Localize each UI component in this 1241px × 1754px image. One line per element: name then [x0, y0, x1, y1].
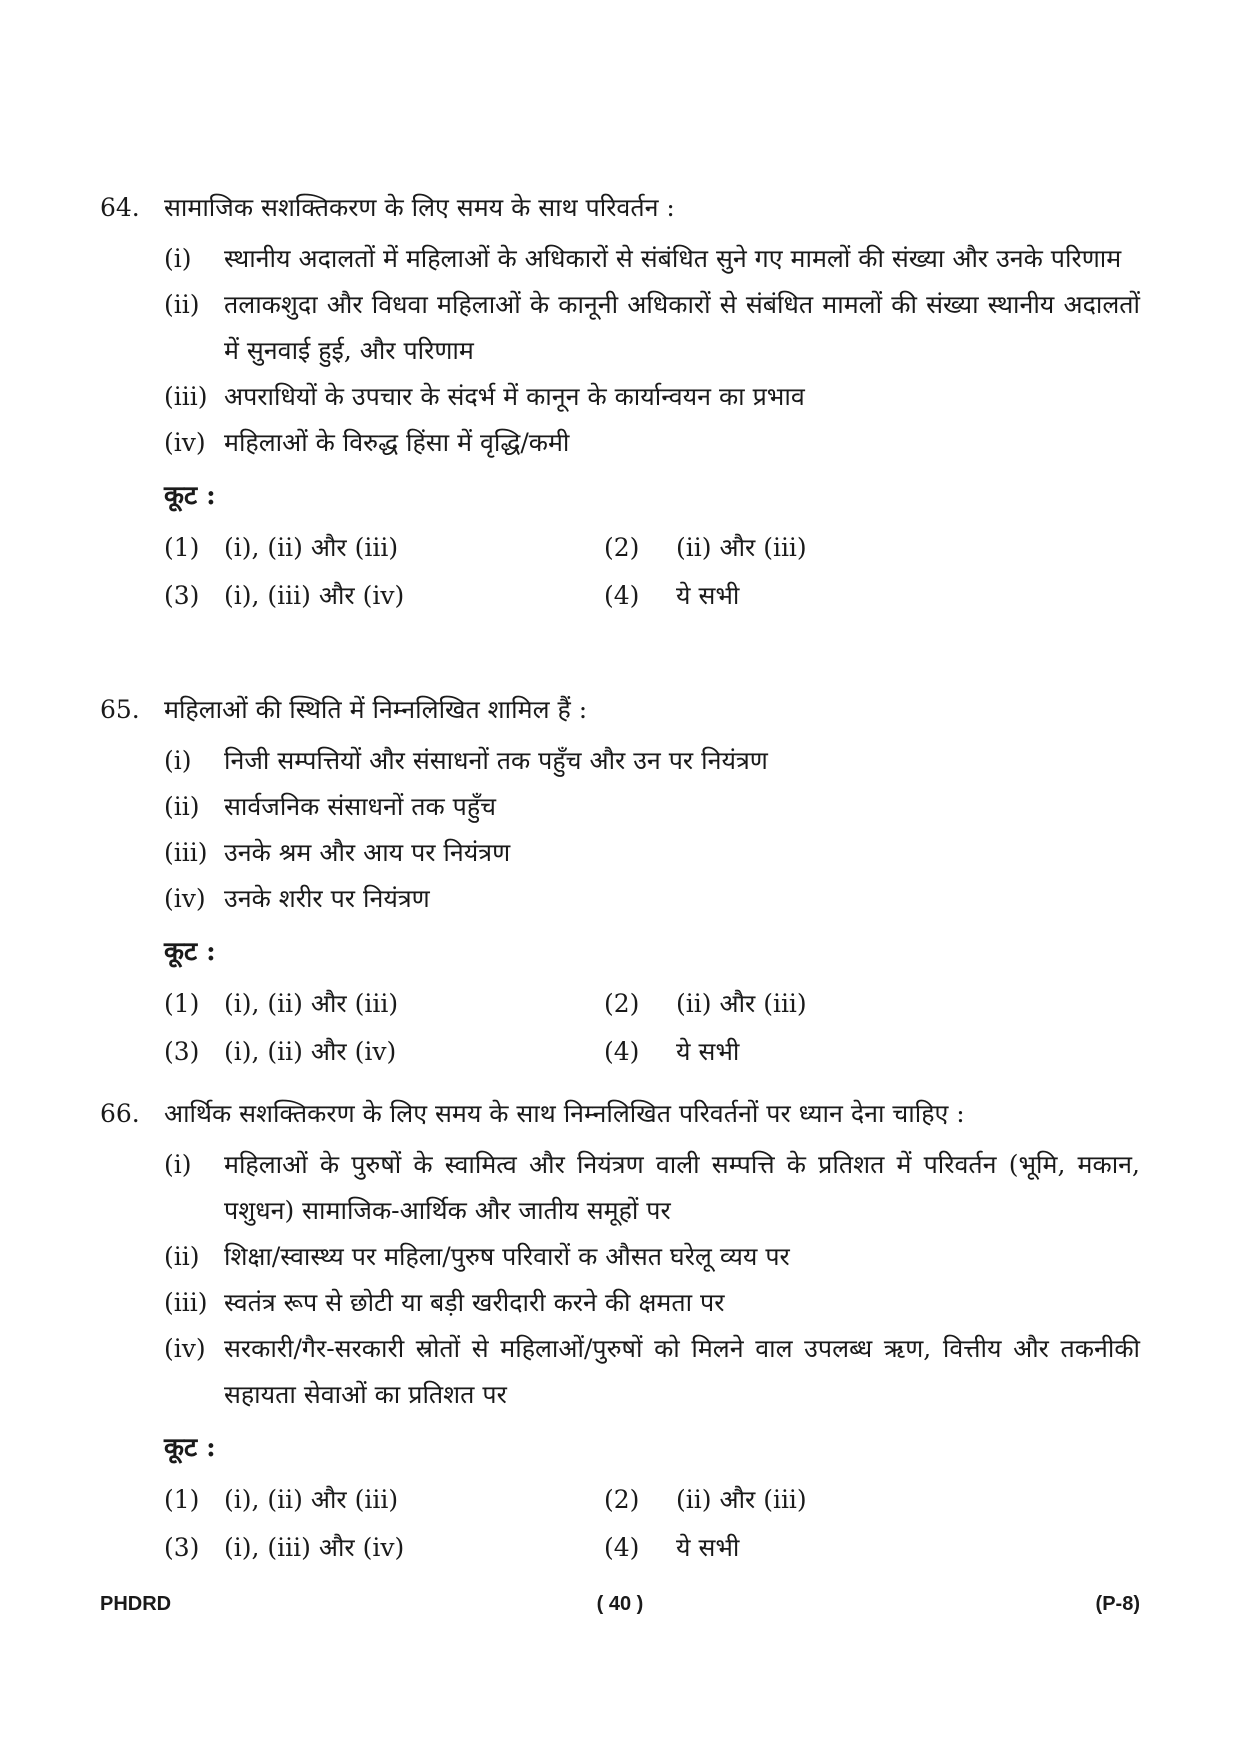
- option-text: (i), (iii) और (iv): [224, 581, 405, 610]
- statement-item: [164, 1142, 1140, 1234]
- option-text: (i), (ii) और (iii): [224, 989, 399, 1018]
- option-number: (3): [164, 1037, 200, 1066]
- statement-label: (iii): [164, 1288, 208, 1317]
- answer-option-3[interactable]: [164, 572, 604, 620]
- answer-options: [164, 1476, 1140, 1572]
- option-text: (ii) और (iii): [676, 533, 807, 562]
- option-number: (4): [604, 581, 640, 610]
- statement-text: उनके श्रम और आय पर नियंत्रण: [224, 838, 511, 867]
- statement-label: (i): [164, 1150, 192, 1179]
- statement-list: [164, 236, 1140, 466]
- question-64: [100, 190, 1140, 620]
- statement-item: [164, 1280, 1140, 1326]
- statement-text: निजी सम्पत्तियों और संसाधनों तक पहुँच और उन पर नियंत्रण: [224, 746, 768, 775]
- option-text: ये सभी: [676, 1037, 740, 1066]
- statement-text: महिलाओं के विरुद्ध हिंसा में वृद्धि/कमी: [224, 428, 570, 457]
- statement-text: उनके शरीर पर नियंत्रण: [224, 884, 430, 913]
- question-text: आर्थिक सशक्तिकरण के लिए समय के साथ निम्नलिखित परिवर्तनों पर ध्यान देना चाहिए :: [164, 1099, 965, 1128]
- option-number: (2): [604, 1485, 640, 1514]
- statement-item: [164, 420, 1140, 466]
- answer-option-4[interactable]: [604, 1028, 1044, 1076]
- code-title: कूट :: [164, 481, 216, 511]
- statement-list: [164, 738, 1140, 922]
- statement-text: स्वतंत्र रूप से छोटी या बड़ी खरीदारी करने की क्षमता पर: [224, 1288, 725, 1317]
- option-text: (ii) और (iii): [676, 1485, 807, 1514]
- question-text: सामाजिक सशक्तिकरण के लिए समय के साथ परिवर्तन :: [164, 193, 675, 222]
- answer-option-4[interactable]: [604, 1524, 1044, 1572]
- question-number: 64.: [100, 193, 140, 222]
- statement-text: अपराधियों के उपचार के संदर्भ में कानून के कार्यान्वयन का प्रभाव: [224, 382, 805, 411]
- statement-label: (ii): [164, 1242, 200, 1271]
- option-text: (ii) और (iii): [676, 989, 807, 1018]
- question-66: [100, 1096, 1140, 1572]
- answer-option-1[interactable]: [164, 1476, 604, 1524]
- statement-item: [164, 282, 1140, 374]
- question-64-header: [100, 190, 1140, 226]
- statement-label: (i): [164, 244, 192, 273]
- question-number: 65.: [100, 695, 140, 724]
- statement-label: (ii): [164, 792, 200, 821]
- answer-options: [164, 980, 1140, 1076]
- footer-code: PHDRD: [100, 1593, 172, 1615]
- code-title: कूट :: [164, 937, 216, 967]
- statement-item: [164, 236, 1140, 282]
- statement-text: तलाकशुदा और विधवा महिलाओं के कानूनी अधिकारों से संबंधित मामलों की संख्या स्थानीय अदालतों में सुनवाई हुई, और परिणाम: [224, 290, 1140, 365]
- footer-set-code: (P-8): [1095, 1593, 1140, 1615]
- statement-item: [164, 374, 1140, 420]
- statement-label: (i): [164, 746, 192, 775]
- question-66-header: [100, 1096, 1140, 1132]
- statement-text: सरकारी/गैर-सरकारी स्रोतों से महिलाओं/पुरुषों को मिलने वाल उपलब्ध ऋण, वित्तीय और तकनीकी सहायता सेवाओं का प्रतिशत पर: [224, 1334, 1140, 1409]
- answer-option-4[interactable]: [604, 572, 1044, 620]
- option-number: (3): [164, 581, 200, 610]
- option-text: (i), (ii) और (iv): [224, 1037, 397, 1066]
- option-text: (i), (ii) और (iii): [224, 1485, 399, 1514]
- option-number: (2): [604, 533, 640, 562]
- statement-item: [164, 738, 1140, 784]
- option-number: (3): [164, 1533, 200, 1562]
- answer-option-3[interactable]: [164, 1028, 604, 1076]
- statement-label: (ii): [164, 290, 200, 319]
- option-number: (1): [164, 989, 200, 1018]
- statement-item: [164, 1234, 1140, 1280]
- option-number: (1): [164, 1485, 200, 1514]
- statement-text: सार्वजनिक संसाधनों तक पहुँच: [224, 792, 497, 821]
- answer-option-1[interactable]: [164, 980, 604, 1028]
- statement-label: (iii): [164, 838, 208, 867]
- answer-option-1[interactable]: [164, 524, 604, 572]
- option-number: (4): [604, 1037, 640, 1066]
- statement-item: [164, 1326, 1140, 1418]
- option-text: (i), (iii) और (iv): [224, 1533, 405, 1562]
- answer-option-2[interactable]: [604, 1476, 1044, 1524]
- code-title: कूट :: [164, 1433, 216, 1463]
- option-text: ये सभी: [676, 581, 740, 610]
- option-text: (i), (ii) और (iii): [224, 533, 399, 562]
- statement-list: [164, 1142, 1140, 1418]
- statement-label: (iv): [164, 884, 206, 913]
- answer-option-2[interactable]: [604, 524, 1044, 572]
- statement-item: [164, 876, 1140, 922]
- statement-item: [164, 830, 1140, 876]
- statement-text: स्थानीय अदालतों में महिलाओं के अधिकारों से संबंधित सुने गए मामलों की संख्या और उनके परिणाम: [224, 244, 1122, 273]
- page-number: ( 40 ): [596, 1593, 644, 1615]
- answer-option-2[interactable]: [604, 980, 1044, 1028]
- statement-label: (iii): [164, 382, 208, 411]
- option-number: (4): [604, 1533, 640, 1562]
- statement-label: (iv): [164, 428, 206, 457]
- statement-item: [164, 784, 1140, 830]
- question-number: 66.: [100, 1099, 140, 1128]
- question-text: महिलाओं की स्थिति में निम्नलिखित शामिल हैं :: [164, 695, 588, 724]
- question-65: [100, 692, 1140, 1076]
- answer-options: [164, 524, 1140, 620]
- option-text: ये सभी: [676, 1533, 740, 1562]
- answer-option-3[interactable]: [164, 1524, 604, 1572]
- question-65-header: [100, 692, 1140, 728]
- option-number: (1): [164, 533, 200, 562]
- statement-text: महिलाओं के पुरुषों के स्वामित्व और नियंत्रण वाली सम्पत्ति के प्रतिशत में परिवर्तन (भूमि, मकान, पशुधन) सामाजिक-आर्थिक और जातीय समूहों पर: [224, 1150, 1140, 1225]
- page-footer: [100, 1593, 1140, 1616]
- option-number: (2): [604, 989, 640, 1018]
- statement-text: शिक्षा/स्वास्थ्य पर महिला/पुरुष परिवारों क औसत घरेलू व्यय पर: [224, 1242, 790, 1271]
- statement-label: (iv): [164, 1334, 206, 1363]
